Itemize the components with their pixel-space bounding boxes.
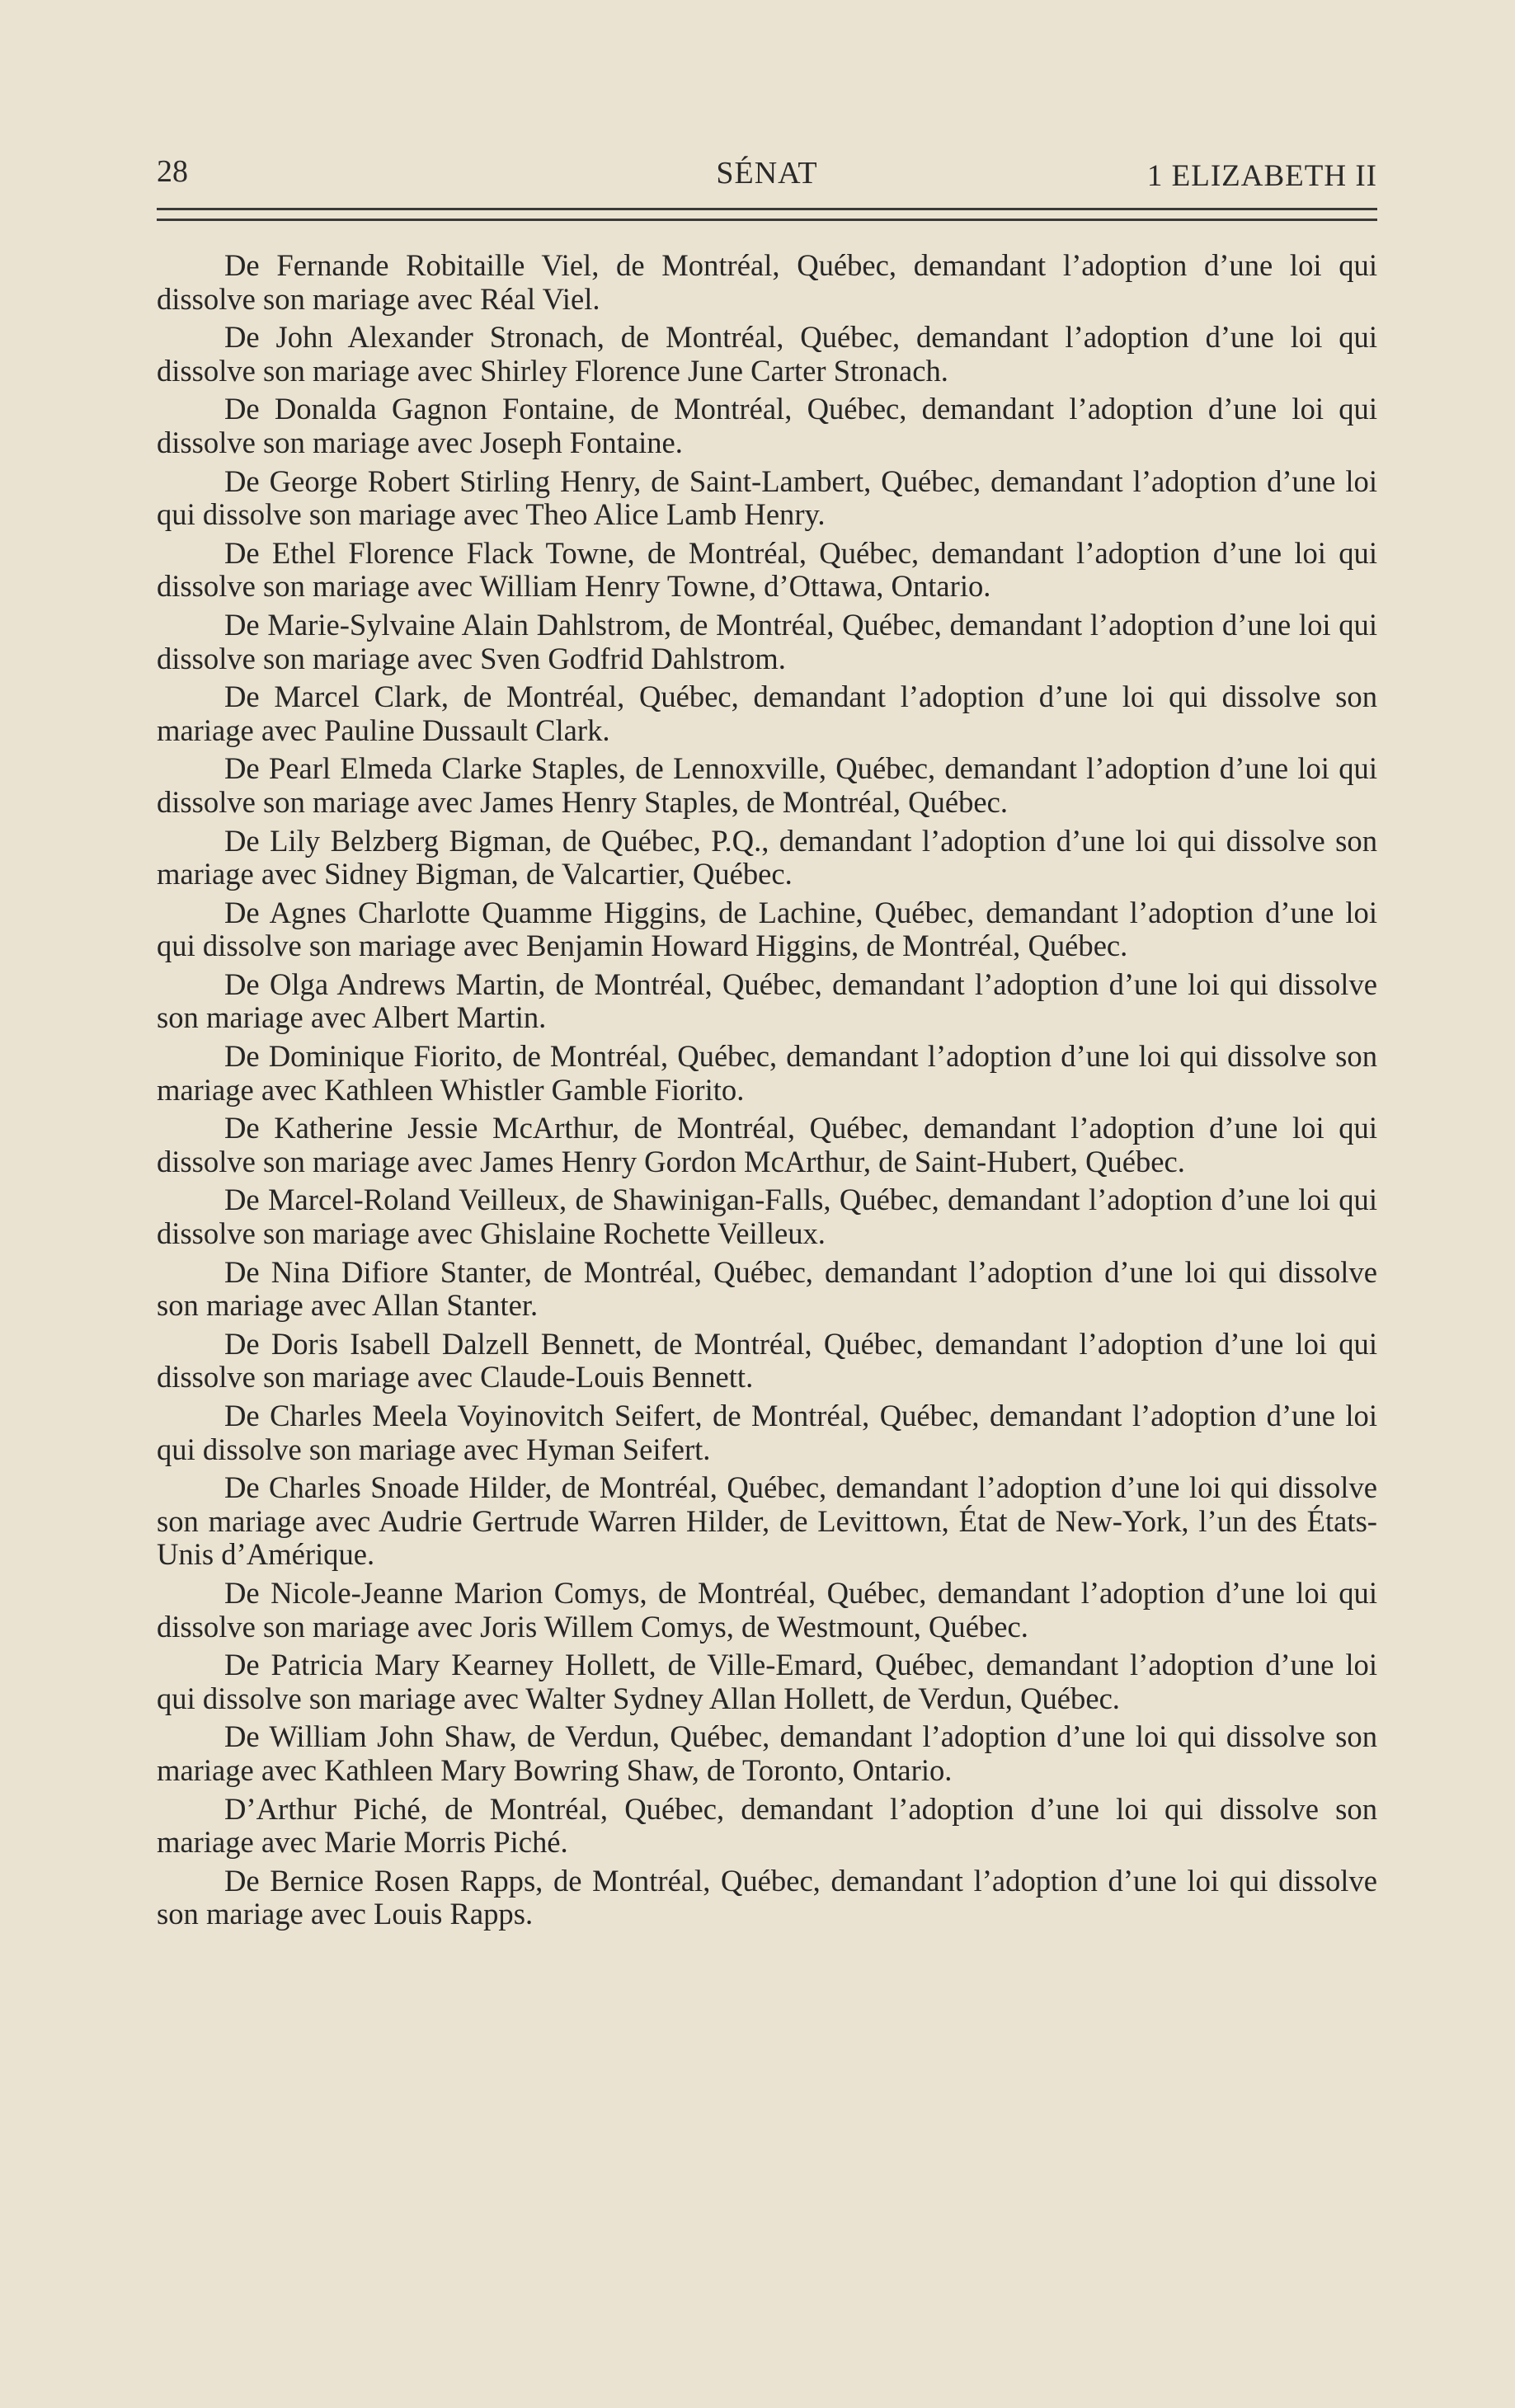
petition-paragraph: De Olga Andrews Martin, de Montréal, Québec, demandant l’adoption d’une loi qui dissolve son mariage avec Albert Martin. [157,966,1377,1035]
petition-paragraph: De George Robert Stirling Henry, de Saint-Lambert, Québec, demandant l’adoption d’une loi qui dissolve son mariage avec Theo Alice Lamb Henry. [157,463,1377,532]
petition-list [157,249,1377,1936]
petition-paragraph: De Pearl Elmeda Clarke Staples, de Lennoxville, Québec, demandant l’adoption d’une loi qui dissolve son mariage avec James Henry Staples, de Montréal, Québec. [157,751,1377,819]
petition-paragraph: De Doris Isabell Dalzell Bennett, de Montréal, Québec, demandant l’adoption d’une loi qui dissolve son mariage avec Claude-Louis Bennett. [157,1326,1377,1394]
petition-paragraph: De Charles Snoade Hilder, de Montréal, Québec, demandant l’adoption d’une loi qui dissolve son mariage avec Audrie Gertrude Warren Hilder, de Levittown, État de New-York, l’un des États-Unis d’Amérique. [157,1470,1377,1572]
petition-paragraph: De Lily Belzberg Bigman, de Québec, P.Q., demandant l’adoption d’une loi qui dissolve son mariage avec Sidney Bigman, de Valcartier, Québec. [157,823,1377,891]
header-rule-top [157,208,1377,210]
petition-paragraph: De Marcel Clark, de Montréal, Québec, demandant l’adoption d’une loi qui dissolve son mariage avec Pauline Dussault Clark. [157,680,1377,747]
page-title: SÉNAT [716,156,818,190]
petition-paragraph: De Fernande Robitaille Viel, de Montréal, Québec, demandant l’adoption d’une loi qui dissolve son mariage avec Réal Viel. [157,248,1377,316]
session-label: 1 ELIZABETH II [1146,159,1377,193]
petition-paragraph: D’Arthur Piché, de Montréal, Québec, demandant l’adoption d’une loi qui dissolve son mariage avec Marie Morris Piché. [157,1791,1377,1860]
petition-paragraph: De Donalda Gagnon Fontaine, de Montréal, Québec, demandant l’adoption d’une loi qui dissolve son mariage avec Joseph Fontaine. [157,392,1377,459]
petition-paragraph: De William John Shaw, de Verdun, Québec, demandant l’adoption d’une loi qui dissolve son mariage avec Kathleen Mary Bowring Shaw, de Toronto, Ontario. [157,1719,1377,1787]
petition-paragraph: De Nicole-Jeanne Marion Comys, de Montréal, Québec, demandant l’adoption d’une loi qui dissolve son mariage avec Joris Willem Comys, de Westmount, Québec. [157,1575,1377,1644]
petition-paragraph: De Nina Difiore Stanter, de Montréal, Québec, demandant l’adoption d’une loi qui dissolve son mariage avec Allan Stanter. [157,1254,1377,1323]
petition-paragraph: De Patricia Mary Kearney Hollett, de Ville-Emard, Québec, demandant l’adoption d’une loi qui dissolve son mariage avec Walter Sydney Allan Hollett, de Verdun, Québec. [157,1648,1377,1715]
petition-paragraph: De John Alexander Stronach, de Montréal, Québec, demandant l’adoption d’une loi qui dissolve son mariage avec Shirley Florence June Carter Stronach. [157,320,1377,388]
page-header [157,147,1377,196]
petition-paragraph: De Ethel Florence Flack Towne, de Montréal, Québec, demandant l’adoption d’une loi qui dissolve son mariage avec William Henry Towne, d’Ottawa, Ontario. [157,535,1377,604]
petition-paragraph: De Charles Meela Voyinovitch Seifert, de Montréal, Québec, demandant l’adoption d’une loi qui dissolve son mariage avec Hyman Seifert. [157,1399,1377,1466]
petition-paragraph: De Bernice Rosen Rapps, de Montréal, Québec, demandant l’adoption d’une loi qui dissolve son mariage avec Louis Rapps. [157,1863,1377,1931]
header-rule-bottom [157,219,1377,221]
petition-paragraph: De Agnes Charlotte Quamme Higgins, de Lachine, Québec, demandant l’adoption d’une loi qui dissolve son mariage avec Benjamin Howard Higgins, de Montréal, Québec. [157,895,1377,963]
petition-paragraph: De Dominique Fiorito, de Montréal, Québec, demandant l’adoption d’une loi qui dissolve son mariage avec Kathleen Whistler Gamble Fiorito. [157,1039,1377,1107]
petition-paragraph: De Marie-Sylvaine Alain Dahlstrom, de Montréal, Québec, demandant l’adoption d’une loi qui dissolve son mariage avec Sven Godfrid Dahlstrom. [157,607,1377,675]
page-number: 28 [157,154,188,189]
petition-paragraph: De Katherine Jessie McArthur, de Montréal, Québec, demandant l’adoption d’une loi qui dissolve son mariage avec James Henry Gordon McArthur, de Saint-Hubert, Québec. [157,1111,1377,1178]
petition-paragraph: De Marcel-Roland Veilleux, de Shawinigan-Falls, Québec, demandant l’adoption d’une loi qui dissolve son mariage avec Ghislaine Rochette Veilleux. [157,1183,1377,1251]
